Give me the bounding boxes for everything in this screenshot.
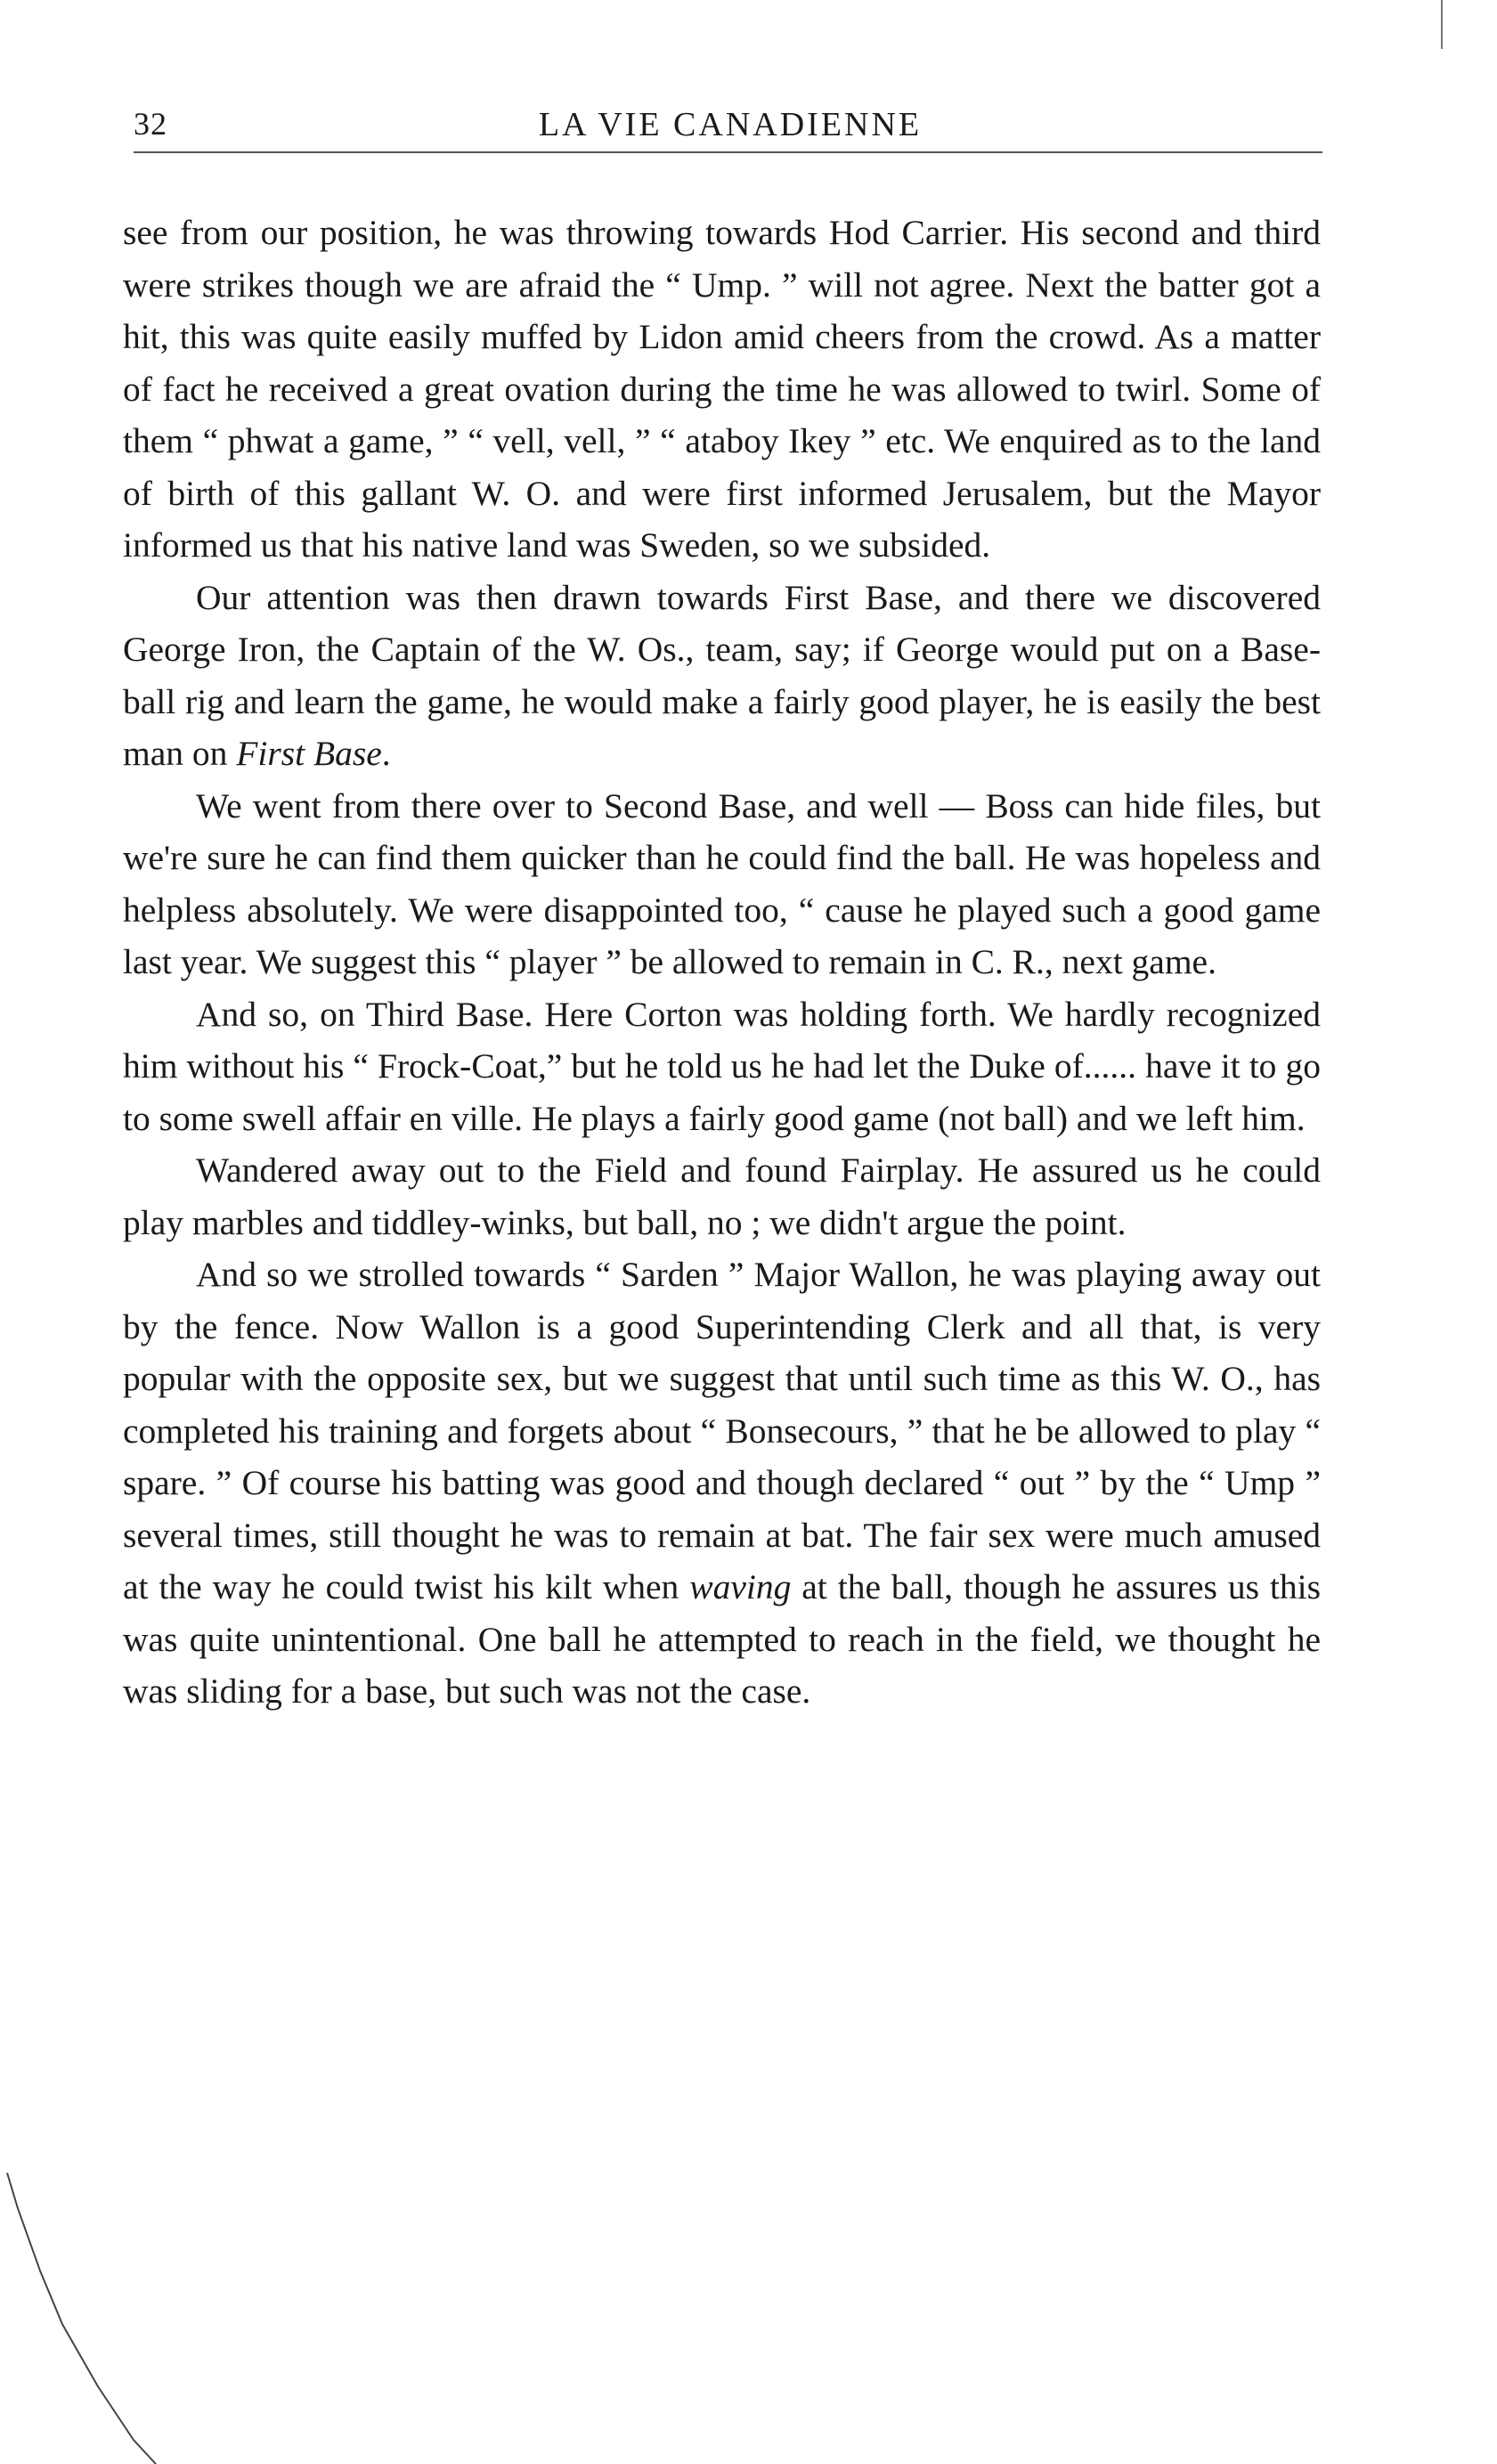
scan-mark-top-right (1438, 0, 1456, 53)
paragraph-1 (123, 207, 1321, 572)
page-header (134, 105, 1327, 159)
running-title: LA VIE CANADIENNE (538, 106, 923, 143)
paragraph-text-tail: . (381, 734, 391, 773)
paragraph-text: And so, on Third Base. Here Corton was holding forth. We hardly recognized him without his “ Frock-Coat,” but he told us he had let the Duke of...... have it to go to some swell affair en ville. He plays a fairly good game (not ball) and we left him. (123, 994, 1321, 1138)
paragraph-2 (123, 572, 1321, 780)
paragraph-text: see from our position, he was throwing towards Hod Carrier. His second and third were strikes though we are afraid the “ Ump. ” will not agree. Next the batter got a hit, this was quite easily muffed by Lidon amid cheers from the crowd. As a matter of fact he received a great ovation during the time he was allowed to twirl. Some of them “ phwat a game, ” “ vell, vell, ” “ ataboy Ikey ” etc. We enquired as to the land of birth of this gallant W. O. and were first informed Jerusalem, but the Mayor informed us that his native land was Sweden, so we subsided. (123, 213, 1321, 565)
paragraph-text-tail: at the ball, though he assures us this was quite unintentional. One ball he attempted to reach in the field, we thought he was sliding for a base, but such was not the case. (123, 1567, 1321, 1711)
page-number: 32 (134, 106, 167, 142)
paragraph-text: And so we strolled towards “ Sarden ” Major Wallon, he was playing away out by the fence. Now Wallon is a good Superintending Clerk and all that, is very popular with the opposite sex, but we suggest that until such time as this W. O., has completed his training and forgets about “ Bonsecours, ” that he be allowed to play “ spare. ” Of course his batting was good and though declared “ out ” by the “ Ump ” several times, still thought he was to remain at bat. The fair sex were much amused at the way he could twist his kilt when (123, 1255, 1321, 1606)
paragraph-text: Wandered away out to the Field and found Fairplay. He assured us he could play marbles and tiddley-winks, but ball, no ; we didn't argue the point. (123, 1151, 1321, 1242)
paragraph-text: Our attention was then drawn towards First Base, and there we discovered George Iron, the Captain of the W. Os., team, say; if George would put on a Base-ball rig and learn the game, he would make a fairly good player, he is easily the best man on (123, 577, 1321, 773)
paragraph-6 (123, 1248, 1321, 1718)
scan-mark-bottom-left (0, 2173, 196, 2464)
emphasis-text: waving (689, 1567, 792, 1606)
paragraph-4 (123, 988, 1321, 1145)
paragraph-3 (123, 780, 1321, 988)
paragraph-text: We went from there over to Second Base, and well — Boss can hide files, but we're sure he can find them quicker than he could find the ball. He was hopeless and helpless absolutely. We were disappointed too, “ cause he played such a good game last year. We suggest this “ player ” be allowed to remain in C. R., next game. (123, 785, 1321, 981)
emphasis-text: First Base (236, 734, 382, 773)
paragraph-5 (123, 1144, 1321, 1248)
body-text (123, 207, 1321, 1718)
header-rule (134, 151, 1322, 153)
